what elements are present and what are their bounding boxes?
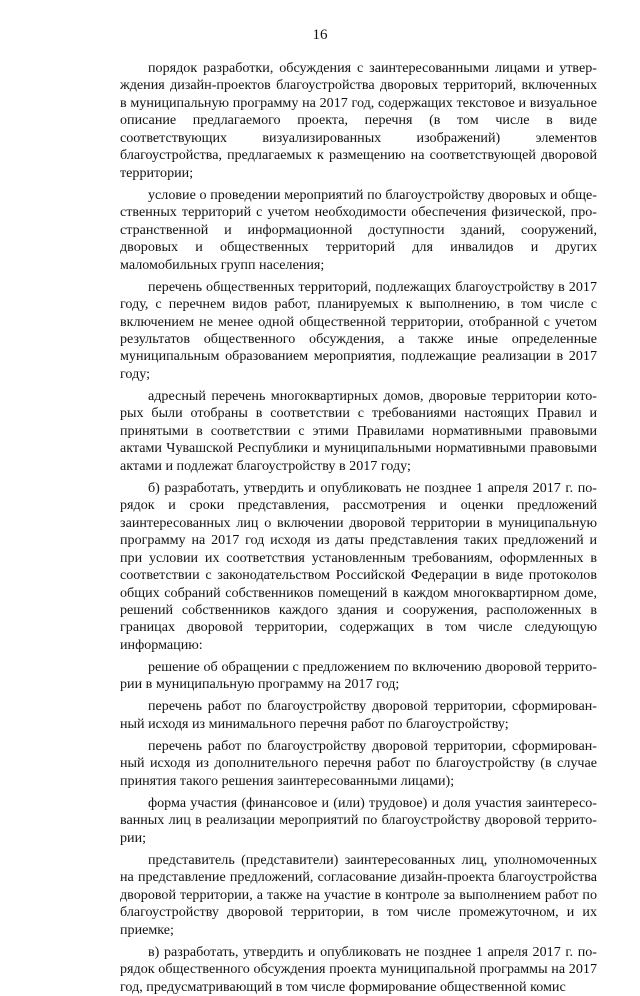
paragraph-item-v: в) разработать, утвердить и опубликовать не позднее 1 апреля 2017 г. порядок общественного обсуждения проекта муниципальной программы на 2017 год, предусматривающий в том числе формирование общественной комис [120, 943, 597, 995]
paragraph-participation-form: форма участия (финансовое и (или) трудовое) и доля участия заинтересованных лиц в реализации мероприятий по благоустройству дворовой территории; [120, 794, 597, 846]
paragraph-design-projects: порядок разработки, обсуждения с заинтересованными лицами и утверждения дизайн-проектов благоустройства дворовых территорий, включенных в муниципальную программу на 2017 год, содержащих текстовое и визуальное описание предлагаемого проекта, перечня (в том числе в виде соответствующих визуализированных изображений) элементов благоустройства, предлагаемых к размещению на соответствующей дворовой территории; [120, 60, 597, 181]
paragraph-public-territories-list: перечень общественных территорий, подлежащих благоустройству в 2017 году, с перечнем видов работ, планируемых к выполнению, в том числе с включением не менее одной общественной территории, отобранной с учетом результатов общественного обсуждения, а также иные определенные муниципальным образованием мероприятия, подлежащие реализации в 2017 году; [120, 278, 597, 382]
paragraph-inclusion-decision: решение об обращении с предложением по включению дворовой территории в муниципальную программу на 2017 год; [120, 658, 597, 693]
paragraph-additional-works: перечень работ по благоустройству дворовой территории, сформированный исходя из дополнительного перечня работ по благоустройству (в случае принятия такого решения заинтересованными лицами); [120, 737, 597, 789]
page-number: 16 [312, 27, 328, 43]
paragraph-minimal-works: перечень работ по благоустройству дворовой территории, сформированный исходя из минимального перечня работ по благоустройству; [120, 698, 597, 732]
document-body [120, 60, 597, 996]
paragraph-address-list: адресный перечень многоквартирных домов, дворовые территории которых были отобраны в соответствии с требованиями настоящих Правил и принятыми в соответствии с этими Правилами нормативными правовыми актами Чувашской Республики и муниципальными нормативными правовыми актами и подлежат благоустройству в 2017 году; [120, 387, 597, 474]
paragraph-item-b: б) разработать, утвердить и опубликовать не позднее 1 апреля 2017 г. порядок и сроки представления, рассмотрения и оценки предложений заинтересованных лиц о включении дворовой территории в муниципальную программу на 2017 год исходя из даты представления таких предложений и при условии их соответствия установленным требованиям, оформленных в соответствии с законодательством Российской Федерации в виде протоколов общих собраний собственников помещений в каждом многоквартирном доме, решений собственников каждого здания и сооружения, расположенных в границах дворовой территории, содержащих в том числе следующую информацию: [120, 479, 597, 653]
paragraph-representatives: представитель (представители) заинтересованных лиц, уполномоченных на представление предложений, согласование дизайн-проекта благоустройства дворовой территории, а также на участие в контроле за выполнением работ по благоустройству дворовой территории, в том числе промежуточном, и их приемке; [120, 851, 597, 938]
paragraph-accessibility-condition: условие о проведении мероприятий по благоустройству дворовых и общественных территорий с учетом необходимости обеспечения физической, пространственной и информационной доступности зданий, сооружений, дворовых и общественных территорий для инвалидов и других маломобильных групп населения; [120, 186, 597, 273]
